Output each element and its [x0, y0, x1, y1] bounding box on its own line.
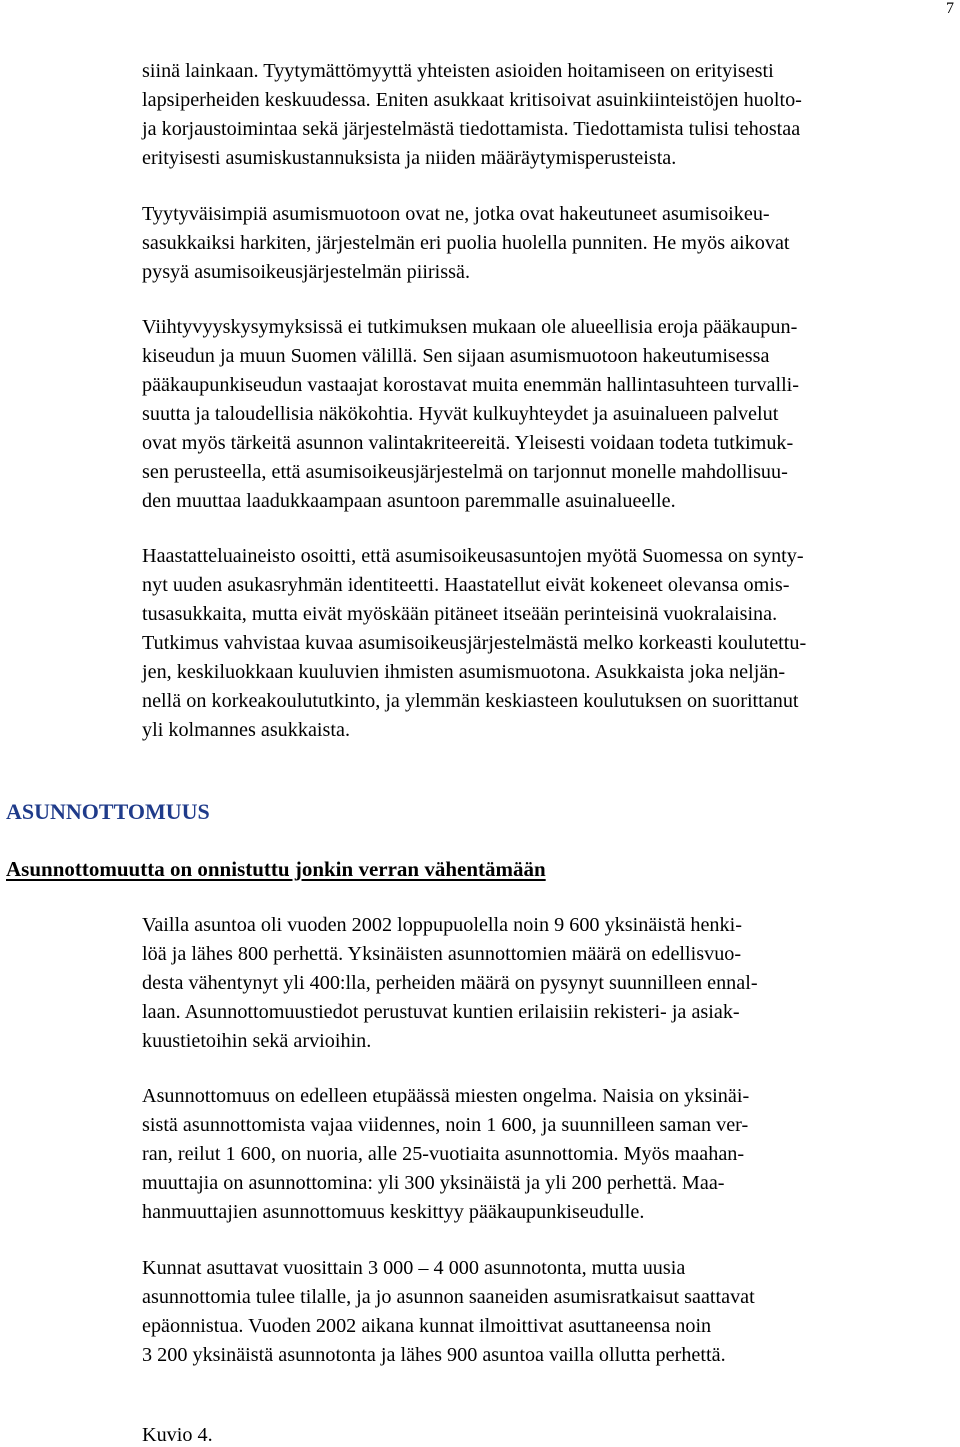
text-line: Tyytyväisimpiä asumismuotoon ovat ne, jotka ovat hakeutuneet asumisoikeu-: [142, 203, 770, 225]
text-line: epäonnistua. Vuoden 2002 aikana kunnat ilmoittivat asuttaneensa noin: [142, 1315, 712, 1337]
text-line: suutta ja taloudellisia näkökohtia. Hyvät kulkuyhteydet ja asuinalueen palvelut: [142, 403, 779, 425]
text-line: löä ja lähes 800 perhettä. Yksinäisten asunnottomien määrä on edellisvuo-: [142, 943, 742, 965]
text-line: erityisesti asumiskustannuksista ja niiden määräytymisperusteista.: [142, 147, 677, 169]
text-line: kuustietoihin sekä arvioihin.: [142, 1030, 372, 1052]
text-line: sen perusteella, että asumisoikeusjärjestelmä on tarjonnut monelle mahdollisuu-: [142, 461, 788, 483]
text-line: nyt uuden asukasryhmän identiteetti. Haastatellut eivät kokeneet olevansa omis-: [142, 574, 790, 596]
text-line: laan. Asunnottomuustiedot perustuvat kuntien erilaisiin rekisteri- ja asiak-: [142, 1001, 740, 1023]
text-line: Haastatteluaineisto osoitti, että asumisoikeusasuntojen myötä Suomessa on synty-: [142, 545, 804, 567]
text-line: lapsiperheiden keskuudessa. Eniten asukkaat kritisoivat asuinkiinteistöjen huolto-: [142, 89, 802, 111]
text-line: asunnottomia tulee tilalle, ja jo asunnon saaneiden asumisratkaisut saattavat: [142, 1286, 755, 1308]
subsection-heading: Asunnottomuutta on onnistuttu jonkin verran vähentämään: [6, 857, 546, 881]
text-line: pysyä asumisoikeusjärjestelmän piirissä.: [142, 261, 470, 283]
text-line: Tutkimus vahvistaa kuvaa asumisoikeusjärjestelmästä melko korkeasti koulutettu-: [142, 632, 807, 654]
text-line: Asunnottomuus on edelleen etupäässä miesten ongelma. Naisia on yksinäi-: [142, 1085, 750, 1107]
text-line: 3 200 yksinäistä asunnotonta ja lähes 900 asuntoa vailla ollutta perhettä.: [142, 1344, 726, 1366]
text-line: Viihtyvyyskysymyksissä ei tutkimuksen mukaan ole alueellisia eroja pääkaupun-: [142, 316, 798, 338]
text-line: tusasukkaita, mutta eivät myöskään pitäneet itseään perinteisinä vuokralaisina.: [142, 603, 778, 625]
text-line: Kunnat asuttavat vuosittain 3 000 – 4 000 asunnotonta, mutta uusia: [142, 1257, 686, 1279]
text-line: ovat myös tärkeitä asunnon valintakriteereitä. Yleisesti voidaan todeta tutkimuk-: [142, 432, 794, 454]
text-line: siinä lainkaan. Tyytymättömyyttä yhteisten asioiden hoitamiseen on erityisesti: [142, 60, 774, 82]
text-line: ran, reilut 1 600, on nuoria, alle 25-vuotiaita asunnottomia. Myös maahan-: [142, 1143, 745, 1165]
text-line: hanmuuttajien asunnottomuus keskittyy pääkaupunkiseudulle.: [142, 1201, 645, 1223]
text-line: den muuttaa laadukkaampaan asuntoon paremmalle asuinalueelle.: [142, 490, 676, 512]
text-line: ja korjaustoimintaa sekä järjestelmästä tiedottamista. Tiedottamista tulisi tehostaa: [142, 118, 801, 140]
text-line: Vailla asuntoa oli vuoden 2002 loppupuolella noin 9 600 yksinäistä henki-: [142, 914, 742, 936]
text-line: pääkaupunkiseudun vastaajat korostavat muita enemmän hallintasuhteen turvalli-: [142, 374, 800, 396]
text-line: desta vähentynyt yli 400:lla, perheiden määrä on pysynyt suunnilleen ennal-: [142, 972, 758, 994]
text-line: kiseudun ja muun Suomen välillä. Sen sijaan asumismuotoon hakeutumisessa: [142, 345, 770, 367]
text-line: Kuvio 4.: [142, 1424, 213, 1446]
text-line: muuttajia on asunnottomina: yli 300 yksinäistä ja yli 200 perhettä. Maa-: [142, 1172, 725, 1194]
text-line: sistä asunnottomista vajaa viidennes, noin 1 600, ja suunnilleen saman ver-: [142, 1114, 749, 1136]
page-number: 7: [946, 0, 954, 17]
text-line: yli kolmannes asukkaista.: [142, 719, 351, 741]
text-line: nellä on korkeakoulututkinto, ja ylemmän keskiasteen koulutuksen on suorittanut: [142, 690, 799, 712]
text-line: sasukkaiksi harkiten, järjestelmän eri puolia huolella punniten. He myös aikovat: [142, 232, 790, 254]
section-heading: ASUNNOTTOMUUS: [6, 799, 210, 824]
text-line: jen, keskiluokkaan kuuluvien ihmisten asumismuotona. Asukkaista joka neljän-: [142, 661, 786, 683]
